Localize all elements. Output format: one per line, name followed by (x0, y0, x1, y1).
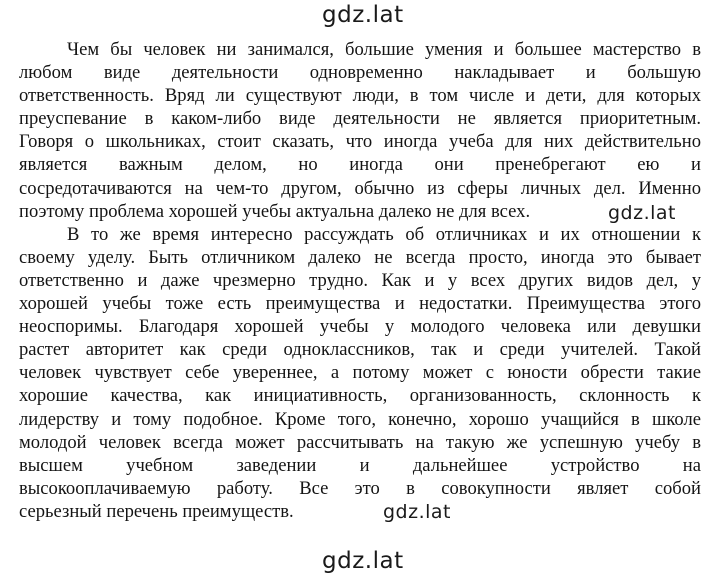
text-line: Говоря о школьниках, стоит сказать, что иногда учеба для них действительно (19, 131, 701, 153)
text-line: неоспоримы. Благодаря хорошей учебы у молодого человека или девушки (19, 316, 701, 338)
text-line: сосредотачиваются на чем-то другом, обычно из сферы личных дел. Именно (19, 177, 701, 199)
watermark-bottom: gdz.lat (322, 548, 404, 574)
text-line: высшем учебном заведении и дальнейшее устройство на (19, 454, 701, 476)
watermark-middle-right: gdz.lat (608, 202, 677, 224)
text-line: молодой человек всегда может рассчитывать на такую же успешную учебу в (19, 431, 701, 453)
text-line: Чем бы человек ни занимался, большие умения и большее мастерство в (67, 39, 701, 60)
text-line: ответственность. Вряд ли существуют люди, в том числе и дети, для которых (19, 85, 701, 107)
text-line: преуспевание в каком-либо виде деятельности не является приоритетным. (19, 108, 701, 130)
text-line: лидерству и тому подобное. Кроме того, конечно, хорошо учащийся в школе (19, 408, 701, 430)
document-body (19, 38, 701, 523)
text-line: В то же время интересно рассуждать об отличниках и их отношении к (67, 223, 701, 245)
text-line: человек чувствует себе увереннее, а потому может с юности обрести такие (19, 362, 701, 384)
text-line: является важным делом, но иногда они пренебрегают ею и (19, 154, 701, 176)
text-line: растет авторитет как среди одноклассников, так и среди учителей. Такой (19, 339, 701, 361)
text-line: любом виде деятельности одновременно накладывает и большую (19, 62, 701, 84)
text-line: высокооплачиваемую работу. Все это в совокупности являет собой (19, 477, 701, 499)
watermark-middle-bottom: gdz.lat (383, 501, 452, 523)
text-line: ответственно и даже чрезмерно трудно. Как и у всех других видов дел, у (19, 269, 701, 291)
text-line: хорошие качества, как инициативность, организованность, склонность к (19, 385, 701, 407)
text-line: своему уделу. Быть отличником далеко не всегда просто, иногда это бывает (19, 246, 701, 268)
text-line: поэтому проблема хорошей учебы актуальна далеко не для всех. (19, 200, 531, 222)
text-line: хорошей учебы тоже есть преимущества и недостатки. Преимущества этого (19, 293, 701, 315)
watermark-top: gdz.lat (322, 2, 404, 28)
text-line: серьезный перечень преимуществ. (19, 500, 294, 522)
